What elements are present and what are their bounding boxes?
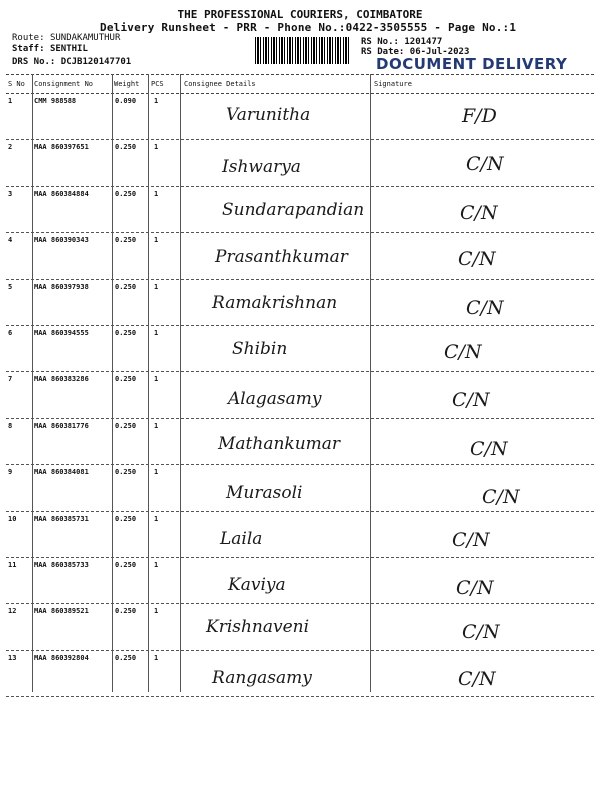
row-consignment-no: MAA 860383286 xyxy=(34,375,89,384)
row-sno: 1 xyxy=(8,97,13,105)
row-pcs: 1 xyxy=(154,236,159,245)
row-consignee-name: Krishnaveni xyxy=(206,617,310,638)
staff-label: Staff: xyxy=(12,44,45,54)
row-pcs: 1 xyxy=(154,653,159,662)
row-weight: 0.250 xyxy=(115,653,137,662)
row-weight: 0.250 xyxy=(115,236,137,245)
row-pcs: 1 xyxy=(154,468,159,477)
row-consignment-no: MAA 860385731 xyxy=(34,514,89,523)
row-weight: 0.250 xyxy=(115,143,137,152)
row-consignee-name: Prasanthkumar xyxy=(215,247,348,268)
row-pcs: 1 xyxy=(154,375,159,384)
row-sno: 12 xyxy=(8,607,17,616)
column-divider xyxy=(112,74,113,692)
row-consignment-no: MAA 860389521 xyxy=(34,607,89,616)
row-signature: C/N xyxy=(460,201,498,224)
row-consignment-no: MAA 860384081 xyxy=(34,468,89,477)
route-value: SUNDAKAMUTHUR xyxy=(49,33,121,43)
row-divider xyxy=(6,650,594,651)
row-sno: 11 xyxy=(8,561,17,569)
route-label: Route: xyxy=(12,33,45,43)
row-sno: 5 xyxy=(8,282,13,291)
row-divider xyxy=(6,557,594,558)
row-divider xyxy=(6,279,594,280)
row-consignee-name: Laila xyxy=(220,528,263,549)
row-consignee-name: Shibin xyxy=(232,339,288,359)
row-consignment-no: MAA 860385733 xyxy=(34,561,89,569)
header-top-rule xyxy=(6,74,594,75)
row-consignee-name: Murasoli xyxy=(226,483,303,504)
row-consignee-name: Ramakrishnan xyxy=(212,292,338,313)
col-header-signature: Signature xyxy=(374,80,412,88)
row-pcs: 1 xyxy=(154,143,159,152)
row-sno: 3 xyxy=(8,189,13,198)
row-divider xyxy=(6,696,594,697)
row-consignment-no: MAA 860392804 xyxy=(34,653,89,662)
row-weight: 0.250 xyxy=(115,561,137,569)
row-sno: 8 xyxy=(8,421,13,430)
rs-no-line xyxy=(361,37,442,47)
row-consignee-name: Sundarapandian xyxy=(222,199,365,220)
header-bottom-rule xyxy=(6,93,594,94)
row-consignment-no: MAA 860397651 xyxy=(34,143,89,152)
barcode-image xyxy=(255,37,351,64)
row-divider xyxy=(6,603,594,604)
row-weight: 0.250 xyxy=(115,468,137,477)
row-weight: 0.250 xyxy=(115,329,137,337)
row-signature: C/N xyxy=(458,667,496,690)
row-weight: 0.250 xyxy=(115,421,137,430)
row-signature: C/N xyxy=(482,486,520,509)
row-consignee-name: Alagasamy xyxy=(228,389,322,410)
row-signature: C/N xyxy=(456,577,494,599)
col-header-sno: S No xyxy=(8,80,25,88)
column-divider xyxy=(180,74,181,692)
row-signature: F/D xyxy=(462,105,497,127)
row-consignee-name: Ishwarya xyxy=(222,157,301,178)
col-header-pcs: PCS xyxy=(151,80,164,88)
row-signature: C/N xyxy=(452,389,490,412)
route-line xyxy=(12,33,120,43)
drs-line xyxy=(12,57,131,67)
company-title: THE PROFESSIONAL COURIERS, COIMBATORE xyxy=(177,8,423,21)
rs-date-value: 06-Jul-2023 xyxy=(409,47,470,57)
column-divider xyxy=(370,74,371,692)
row-weight: 0.250 xyxy=(115,189,137,198)
row-pcs: 1 xyxy=(154,97,159,105)
row-divider xyxy=(6,418,594,419)
row-consignment-no: MAA 860397938 xyxy=(34,282,89,291)
row-consignment-no: CMM 988588 xyxy=(34,97,77,105)
row-signature: C/N xyxy=(452,528,490,551)
row-consignee-name: Kaviya xyxy=(228,575,286,595)
document-delivery-stamp: DOCUMENT DELIVERY xyxy=(376,55,568,73)
row-signature: C/N xyxy=(444,341,482,363)
row-sno: 7 xyxy=(8,375,13,384)
row-sno: 6 xyxy=(8,329,13,337)
row-signature: C/N xyxy=(462,621,500,644)
row-divider xyxy=(6,186,594,187)
runsheet-subtitle: Delivery Runsheet - PRR - Phone No.:0422-3505555 - Page No.:1 xyxy=(100,21,517,34)
row-divider xyxy=(6,371,594,372)
row-pcs: 1 xyxy=(154,329,159,337)
col-header-weight: Weight xyxy=(114,80,140,88)
rs-no-label: RS No.: xyxy=(361,37,399,47)
row-consignee-name: Varunitha xyxy=(226,105,311,125)
col-header-consignee: Consignee Details xyxy=(184,80,256,88)
column-divider xyxy=(148,74,149,692)
row-sno: 4 xyxy=(8,236,13,245)
row-sno: 13 xyxy=(8,653,17,662)
row-signature: C/N xyxy=(470,437,508,460)
row-sno: 10 xyxy=(8,514,17,523)
drs-label: DRS No.: xyxy=(12,57,56,67)
row-weight: 0.250 xyxy=(115,514,137,523)
row-weight: 0.090 xyxy=(115,97,137,105)
staff-value: SENTHIL xyxy=(49,44,88,54)
row-weight: 0.250 xyxy=(115,607,137,616)
row-signature: C/N xyxy=(458,248,496,271)
drs-value: DCJB120147701 xyxy=(60,57,132,67)
row-pcs: 1 xyxy=(154,189,159,198)
row-divider xyxy=(6,511,594,512)
row-consignment-no: MAA 860394555 xyxy=(34,329,89,337)
row-consignment-no: MAA 860381776 xyxy=(34,421,89,430)
col-header-consignment: Consignment No xyxy=(34,80,94,88)
row-consignee-name: Mathankumar xyxy=(218,433,341,454)
rs-date-label: RS Date: xyxy=(361,47,405,57)
row-divider xyxy=(6,232,594,233)
row-weight: 0.250 xyxy=(115,282,137,291)
row-signature: C/N xyxy=(466,153,504,176)
staff-line xyxy=(12,44,88,54)
row-signature: C/N xyxy=(466,296,504,319)
row-weight: 0.250 xyxy=(115,375,137,384)
row-pcs: 1 xyxy=(154,561,159,569)
row-sno: 2 xyxy=(8,143,13,152)
row-consignee-name: Rangasamy xyxy=(212,667,312,688)
rs-no-value: 1201477 xyxy=(404,37,443,47)
row-pcs: 1 xyxy=(154,421,159,430)
row-divider xyxy=(6,325,594,326)
row-pcs: 1 xyxy=(154,282,159,291)
row-divider xyxy=(6,464,594,465)
row-consignment-no: MAA 860390343 xyxy=(34,236,89,245)
row-consignment-no: MAA 860384884 xyxy=(34,189,89,198)
row-pcs: 1 xyxy=(154,514,159,523)
row-divider xyxy=(6,139,594,140)
row-pcs: 1 xyxy=(154,607,159,616)
column-divider xyxy=(32,74,33,692)
row-sno: 9 xyxy=(8,468,13,477)
